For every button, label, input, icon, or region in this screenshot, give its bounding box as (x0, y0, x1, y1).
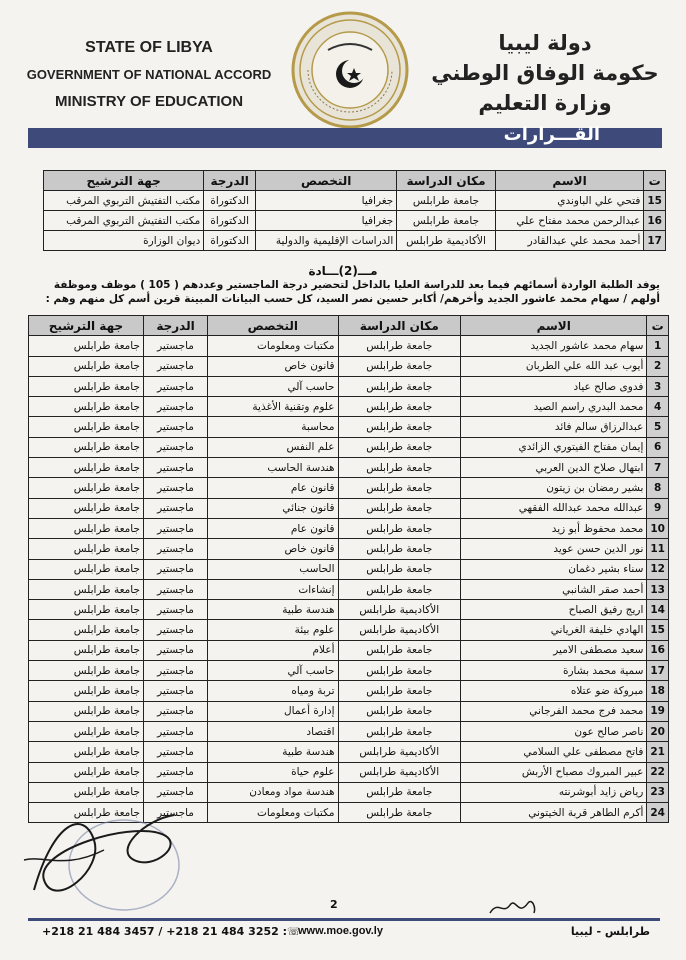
phd-table (43, 170, 666, 251)
table-row (29, 458, 669, 478)
nominating-body: جامعة طرابلس (29, 397, 144, 417)
specialty: هندسة الحاسب (208, 458, 338, 478)
degree: ماجستير (143, 356, 207, 376)
student-name: فتحي علي الباوندي (495, 191, 644, 211)
study-place: الأكاديمية طرابلس (338, 620, 461, 640)
study-place: جامعة طرابلس (338, 782, 461, 802)
specialty: هندسة مواد ومعادن (208, 782, 338, 802)
degree: ماجستير (143, 681, 207, 701)
specialty: إنشاءات (208, 579, 338, 599)
col-header-specialty: التخصص (208, 316, 338, 336)
study-place: الأكاديمية طرابلس (338, 742, 461, 762)
degree: ماجستير (143, 559, 207, 579)
degree: ماجستير (143, 803, 207, 823)
specialty: حاسب آلي (208, 661, 338, 681)
table-row (44, 191, 666, 211)
degree: ماجستير (143, 336, 207, 356)
nominating-body: جامعة طرابلس (29, 681, 144, 701)
nominating-body: جامعة طرابلس (29, 661, 144, 681)
footer-website: www.moe.gov.ly (298, 925, 383, 937)
nominating-body: جامعة طرابلس (29, 579, 144, 599)
nominating-body: جامعة طرابلس (29, 498, 144, 518)
degree: ماجستير (143, 782, 207, 802)
col-header-study-place: مكان الدراسة (338, 316, 461, 336)
degree: ماجستير (143, 600, 207, 620)
table-row (29, 376, 669, 396)
study-place: جامعة طرابلس (397, 191, 495, 211)
footer-phone: +218 21 484 3457 / +218 21 484 3252 :☏ (42, 925, 301, 938)
initials-signature-icon (488, 895, 538, 920)
specialty: علوم بيئة (208, 620, 338, 640)
row-number: 1 (647, 336, 669, 356)
student-name: ابتهال صلاح الدين العربي (461, 458, 647, 478)
row-number: 19 (647, 701, 669, 721)
student-name: رياض زايد أبوشرنته (461, 782, 647, 802)
nominating-body: جامعة طرابلس (29, 559, 144, 579)
ministry-name-ar: وزارة التعليم (478, 91, 612, 115)
col-header-degree: الدرجة (204, 171, 256, 191)
student-name: سعيد مصطفى الامير (461, 640, 647, 660)
student-name: نور الدين حسن عويد (461, 539, 647, 559)
study-place: الأكاديمية طرابلس (397, 231, 495, 251)
study-place: جامعة طرابلس (338, 498, 461, 518)
specialty: الحاسب (208, 559, 338, 579)
study-place: جامعة طرابلس (338, 539, 461, 559)
nominating-body: جامعة طرابلس (29, 376, 144, 396)
row-number: 2 (647, 356, 669, 376)
specialty: إدارة أعمال (208, 701, 338, 721)
study-place: جامعة طرابلس (338, 356, 461, 376)
nominating-body: جامعة طرابلس (29, 620, 144, 640)
table-row (29, 397, 669, 417)
footer-city: طرابلس - ليبيا (570, 925, 650, 938)
specialty: أعلام (208, 640, 338, 660)
col-header-nominator: جهة الترشيح (44, 171, 204, 191)
nominating-body: جامعة طرابلس (29, 782, 144, 802)
nominating-body: جامعة طرابلس (29, 478, 144, 498)
row-number: 6 (647, 437, 669, 457)
row-number: 20 (647, 721, 669, 741)
specialty: علم النفس (208, 437, 338, 457)
nominating-body: جامعة طرابلس (29, 640, 144, 660)
study-place: جامعة طرابلس (338, 336, 461, 356)
specialty: علوم وتقنية الأغذية (208, 397, 338, 417)
header-english (24, 34, 274, 115)
nominating-body: مكتب التفتيش التربوي المرقب (44, 211, 204, 231)
table-row (29, 579, 669, 599)
table-row (29, 600, 669, 620)
row-number: 13 (647, 579, 669, 599)
nominating-body: مكتب التفتيش التربوي المرقب (44, 191, 204, 211)
specialty: جغرافيا (256, 191, 397, 211)
nominating-body: جامعة طرابلس (29, 803, 144, 823)
table-row (29, 498, 669, 518)
row-number: 15 (644, 191, 666, 211)
nominating-body: جامعة طرابلس (29, 762, 144, 782)
student-name: محمد فرج محمد الفرجاني (461, 701, 647, 721)
row-number: 16 (647, 640, 669, 660)
nominating-body: جامعة طرابلس (29, 539, 144, 559)
degree: ماجستير (143, 518, 207, 538)
study-place: جامعة طرابلس (338, 721, 461, 741)
col-header-number: ت (647, 316, 669, 336)
specialty: قانون عام (208, 518, 338, 538)
nominating-body: جامعة طرابلس (29, 417, 144, 437)
row-number: 23 (647, 782, 669, 802)
col-header-study-place: مكان الدراسة (397, 171, 495, 191)
degree: ماجستير (143, 742, 207, 762)
col-header-specialty: التخصص (256, 171, 397, 191)
study-place: جامعة طرابلس (338, 661, 461, 681)
decisions-band (28, 124, 662, 148)
specialty: محاسبة (208, 417, 338, 437)
article-line-2: أولهم / سهام محمد عاشور الجديد وأخرهم/ أكابر حسين نصر السيد، كل حسب البيانات المبينة قرين أسم كل منهم وهم : (45, 293, 660, 305)
specialty: الدراسات الإقليمية والدولية (256, 231, 397, 251)
table-row (44, 211, 666, 231)
article-line-1: يوفد الطلبة الواردة أسمائهم فيما بعد للدراسة العليا بالداخل لتحضير درجة الماجستير وعددهم ( 105 ) موظف وموظفة (53, 279, 660, 291)
student-name: الهادي خليفة الغرياني (461, 620, 647, 640)
student-name: محمد البدري راسم الصيد (461, 397, 647, 417)
row-number: 11 (647, 539, 669, 559)
header-arabic (430, 28, 660, 118)
degree: ماجستير (143, 701, 207, 721)
degree: ماجستير (143, 437, 207, 457)
specialty: قانون جنائي (208, 498, 338, 518)
state-name-en: STATE OF LIBYA (85, 39, 213, 56)
row-number: 5 (647, 417, 669, 437)
study-place: جامعة طرابلس (338, 478, 461, 498)
degree: ماجستير (143, 721, 207, 741)
government-name-en: GOVERNMENT OF NATIONAL ACCORD (26, 67, 272, 82)
specialty: اقتصاد (208, 721, 338, 741)
table-row (29, 620, 669, 640)
col-header-name: الاسم (495, 171, 644, 191)
footer-rule (28, 918, 660, 921)
row-number: 14 (647, 600, 669, 620)
degree: ماجستير (143, 376, 207, 396)
nominating-body: جامعة طرابلس (29, 518, 144, 538)
specialty: حاسب آلي (208, 376, 338, 396)
table-header-row (29, 316, 669, 336)
student-name: عبدالرحمن محمد مفتاح علي (495, 211, 644, 231)
study-place: جامعة طرابلس (338, 397, 461, 417)
degree: الدكتوراة (204, 231, 256, 251)
row-number: 8 (647, 478, 669, 498)
state-seal-icon (290, 10, 410, 130)
state-name-ar: دولة ليبيا (498, 31, 592, 55)
degree: ماجستير (143, 539, 207, 559)
table-row (29, 559, 669, 579)
table-row (29, 437, 669, 457)
row-number: 21 (647, 742, 669, 762)
row-number: 3 (647, 376, 669, 396)
government-name-ar: حكومة الوفاق الوطني (431, 61, 659, 85)
row-number: 22 (647, 762, 669, 782)
student-name: محمد محفوظ أبو زيد (461, 518, 647, 538)
student-name: أيوب عبد الله علي الطربان (461, 356, 647, 376)
degree: ماجستير (143, 579, 207, 599)
study-place: الأكاديمية طرابلس (338, 600, 461, 620)
table-row (29, 742, 669, 762)
student-name: عبدالرزاق سالم فائد (461, 417, 647, 437)
degree: ماجستير (143, 397, 207, 417)
col-header-degree: الدرجة (143, 316, 207, 336)
table-row (29, 336, 669, 356)
col-header-nominator: جهة الترشيح (29, 316, 144, 336)
study-place: جامعة طرابلس (338, 579, 461, 599)
degree: ماجستير (143, 620, 207, 640)
nominating-body: جامعة طرابلس (29, 701, 144, 721)
specialty: قانون عام (208, 478, 338, 498)
study-place: جامعة طرابلس (338, 640, 461, 660)
row-number: 24 (647, 803, 669, 823)
nominating-body: جامعة طرابلس (29, 356, 144, 376)
student-name: سهام محمد عاشور الجديد (461, 336, 647, 356)
student-name: عبير المبروك مصباح الأربش (461, 762, 647, 782)
degree: ماجستير (143, 661, 207, 681)
degree: الدكتوراة (204, 211, 256, 231)
signature-stamp-icon (14, 800, 194, 920)
page-number: 2 (330, 898, 338, 911)
specialty: قانون خاص (208, 539, 338, 559)
row-number: 18 (647, 681, 669, 701)
study-place: جامعة طرابلس (397, 211, 495, 231)
study-place: جامعة طرابلس (338, 559, 461, 579)
nominating-body: جامعة طرابلس (29, 458, 144, 478)
table-row (29, 661, 669, 681)
degree: ماجستير (143, 498, 207, 518)
specialty: جغرافيا (256, 211, 397, 231)
row-number: 4 (647, 397, 669, 417)
student-name: إيمان مفتاح الفيتوري الزائدي (461, 437, 647, 457)
table-row (29, 518, 669, 538)
specialty: مكتبات ومعلومات (208, 803, 338, 823)
table-row (29, 478, 669, 498)
article-body (20, 278, 660, 306)
table-row (29, 721, 669, 741)
study-place: جامعة طرابلس (338, 803, 461, 823)
col-header-number: ت (644, 171, 666, 191)
row-number: 16 (644, 211, 666, 231)
table-header-row (44, 171, 666, 191)
specialty: مكتبات ومعلومات (208, 336, 338, 356)
specialty: قانون خاص (208, 356, 338, 376)
ministry-name-en: MINISTRY OF EDUCATION (54, 93, 244, 110)
specialty: هندسة طبية (208, 600, 338, 620)
table-row (29, 681, 669, 701)
table-row (29, 417, 669, 437)
nominating-body: جامعة طرابلس (29, 721, 144, 741)
student-name: سناء بشير دغمان (461, 559, 647, 579)
student-name: أحمد محمد علي عبدالقادر (495, 231, 644, 251)
student-name: أكرم الطاهر قربة الخيتوني (461, 803, 647, 823)
table-row (29, 762, 669, 782)
degree: ماجستير (143, 458, 207, 478)
nominating-body: جامعة طرابلس (29, 742, 144, 762)
degree: ماجستير (143, 478, 207, 498)
student-name: أحمد صقر الشانبي (461, 579, 647, 599)
table-row (29, 356, 669, 376)
nominating-body: جامعة طرابلس (29, 600, 144, 620)
row-number: 17 (647, 661, 669, 681)
nominating-body: ديوان الوزارة (44, 231, 204, 251)
decisions-title: القـــرارات (503, 124, 600, 145)
student-name: عبدالله محمد عبدالله الفقهي (461, 498, 647, 518)
row-number: 10 (647, 518, 669, 538)
study-place: جامعة طرابلس (338, 417, 461, 437)
row-number: 9 (647, 498, 669, 518)
table-row (44, 231, 666, 251)
table-row (29, 640, 669, 660)
study-place: جامعة طرابلس (338, 458, 461, 478)
row-number: 17 (644, 231, 666, 251)
student-name: ناصر صالح عون (461, 721, 647, 741)
student-name: اريج رفيق الصباح (461, 600, 647, 620)
article-title: مـــ(2)ـــادة (308, 264, 378, 278)
student-name: فاتح مصطفى علي السلامي (461, 742, 647, 762)
student-name: فدوى صالح عياد (461, 376, 647, 396)
degree: ماجستير (143, 762, 207, 782)
specialty: علوم حياة (208, 762, 338, 782)
specialty: تربة ومياه (208, 681, 338, 701)
study-place: جامعة طرابلس (338, 376, 461, 396)
degree: ماجستير (143, 640, 207, 660)
study-place: جامعة طرابلس (338, 701, 461, 721)
col-header-name: الاسم (461, 316, 647, 336)
specialty: هندسة طبية (208, 742, 338, 762)
table-row (29, 539, 669, 559)
study-place: جامعة طرابلس (338, 518, 461, 538)
student-name: مبروكة ضو عتلاه (461, 681, 647, 701)
degree: الدكتوراة (204, 191, 256, 211)
row-number: 7 (647, 458, 669, 478)
nominating-body: جامعة طرابلس (29, 437, 144, 457)
masters-table (28, 315, 669, 823)
study-place: جامعة طرابلس (338, 437, 461, 457)
degree: ماجستير (143, 417, 207, 437)
study-place: الأكاديمية طرابلس (338, 762, 461, 782)
study-place: جامعة طرابلس (338, 681, 461, 701)
student-name: سمية محمد بشارة (461, 661, 647, 681)
student-name: بشير رمضان بن زيتون (461, 478, 647, 498)
nominating-body: جامعة طرابلس (29, 336, 144, 356)
row-number: 12 (647, 559, 669, 579)
row-number: 15 (647, 620, 669, 640)
table-row (29, 701, 669, 721)
